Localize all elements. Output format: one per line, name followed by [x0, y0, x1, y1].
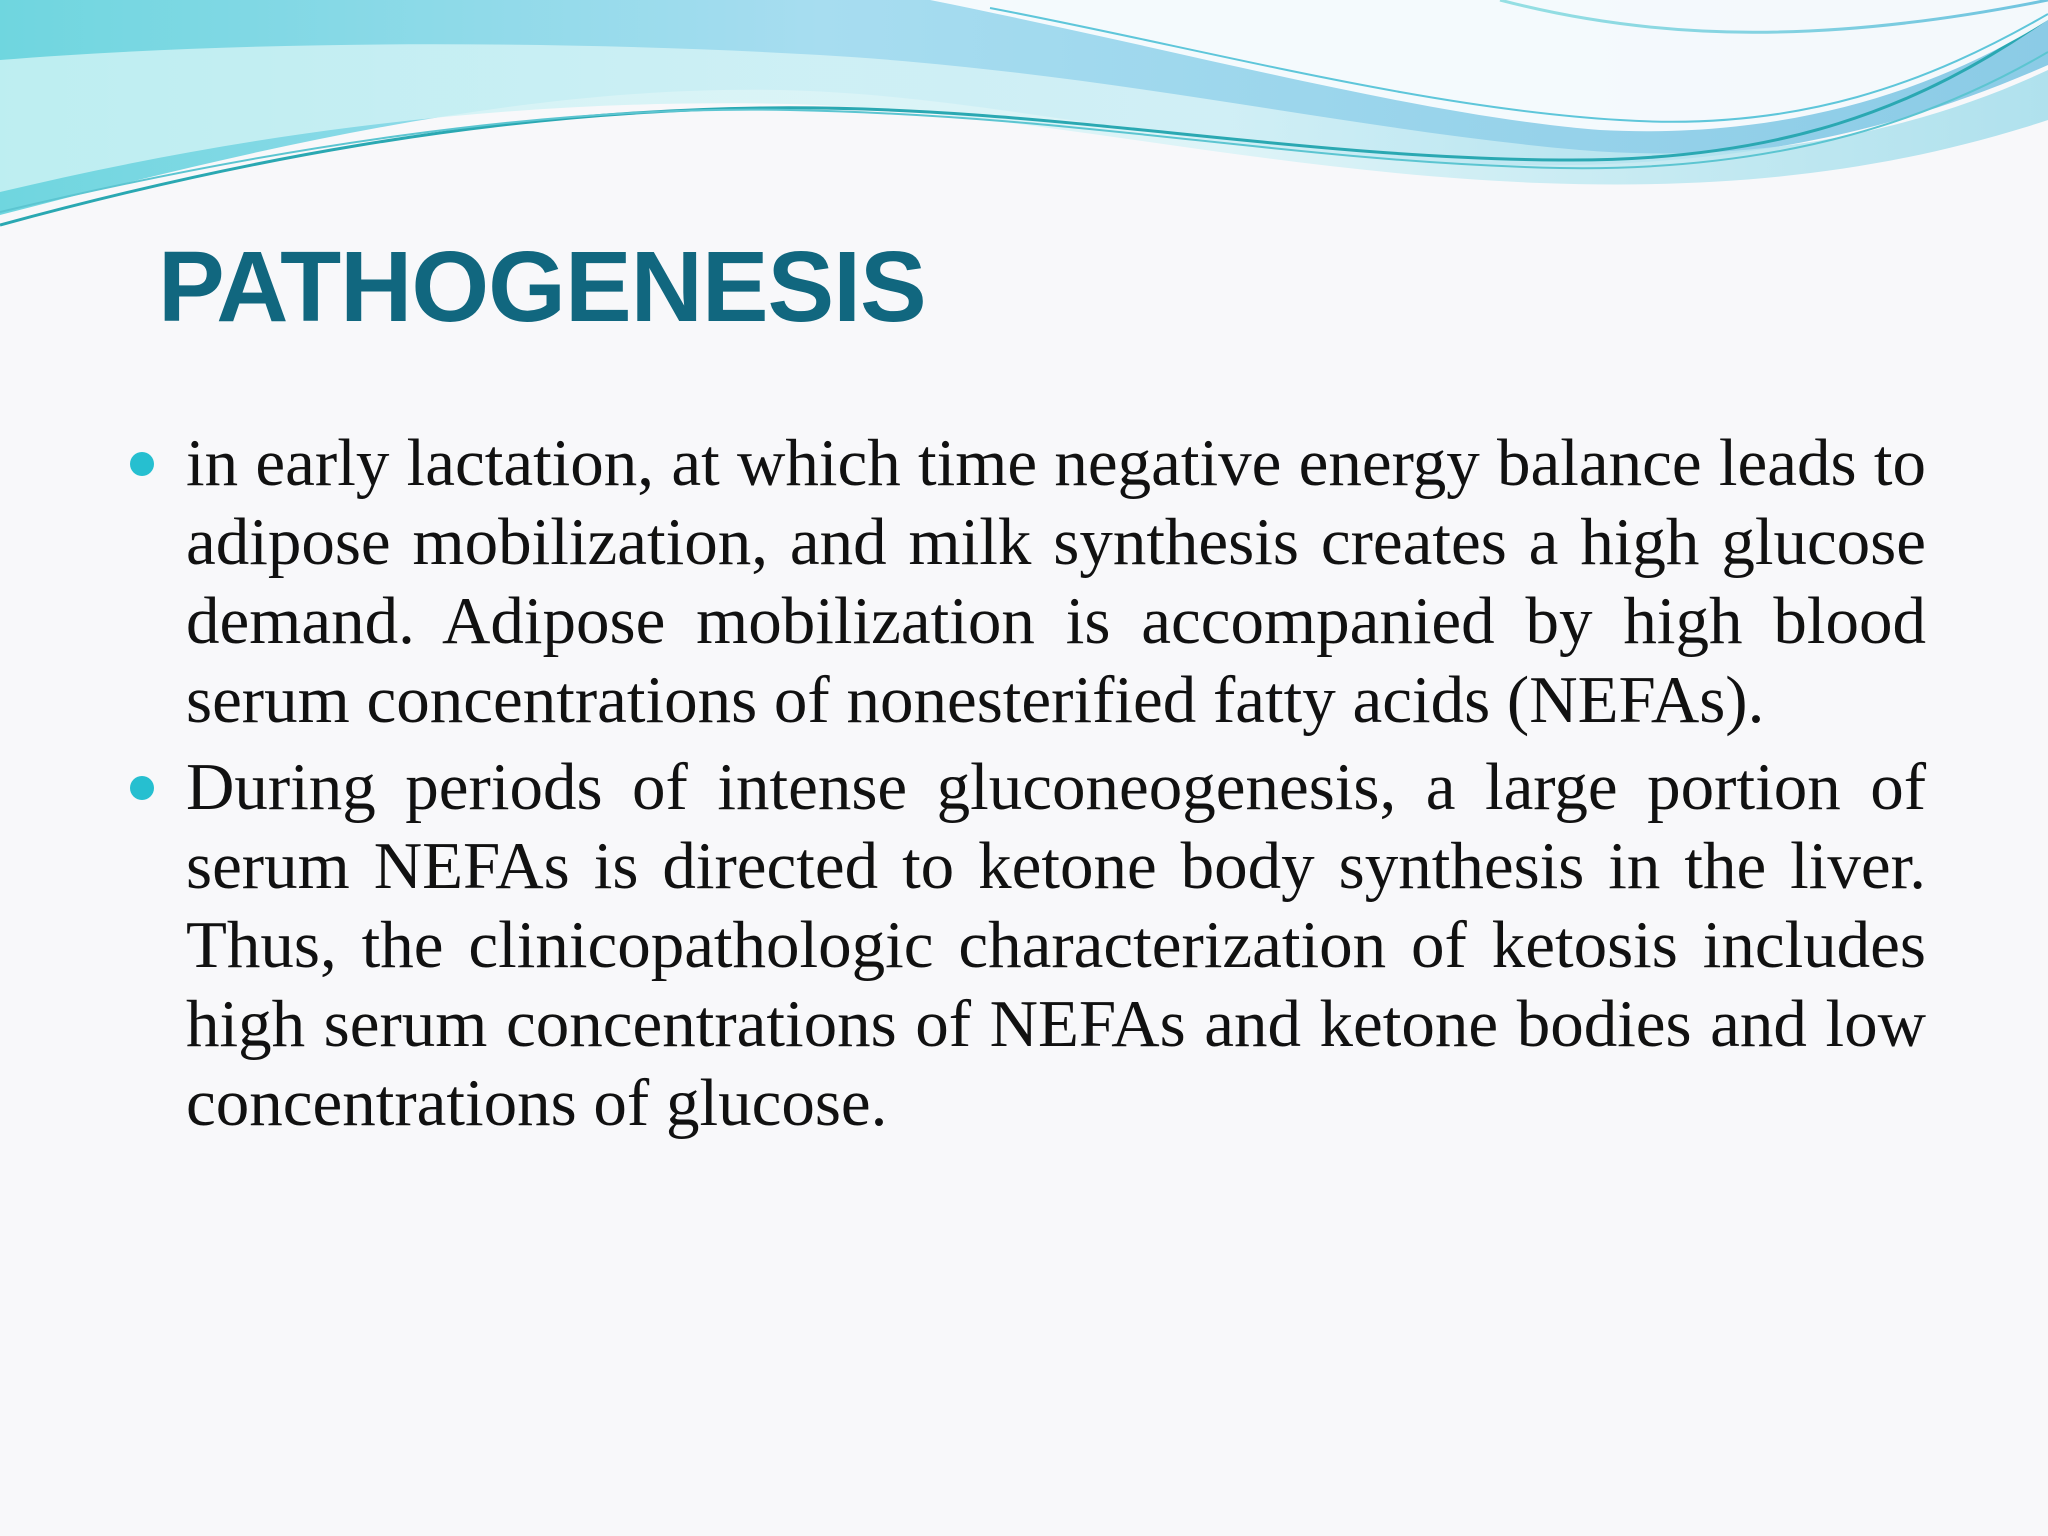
decorative-wave-header	[0, 0, 2048, 240]
bullet-item	[186, 748, 1926, 1143]
filled-circle-bullet-icon	[130, 776, 154, 800]
filled-circle-bullet-icon	[130, 452, 154, 476]
slide-title: PATHOGENESIS	[158, 231, 926, 343]
bullet-text: During periods of intense gluconeogenesis, a large portion of serum NEFAs is directed to ketone body synthesis in the liver. Thus, the clinicopathologic characterization of ketosis includes high serum concentrations of NEFAs and ketone bodies and low concentrations of glucose.	[186, 750, 1926, 1140]
bullet-text: in early lactation, at which time negative energy balance leads to adipose mobilization, and milk synthesis creates a high glucose demand. Adipose mobilization is accompanied by high blood serum concentrations of nonesterified fatty acids (NEFAs).	[186, 426, 1926, 737]
bullet-item	[186, 424, 1926, 740]
bullet-list	[186, 424, 1926, 1151]
